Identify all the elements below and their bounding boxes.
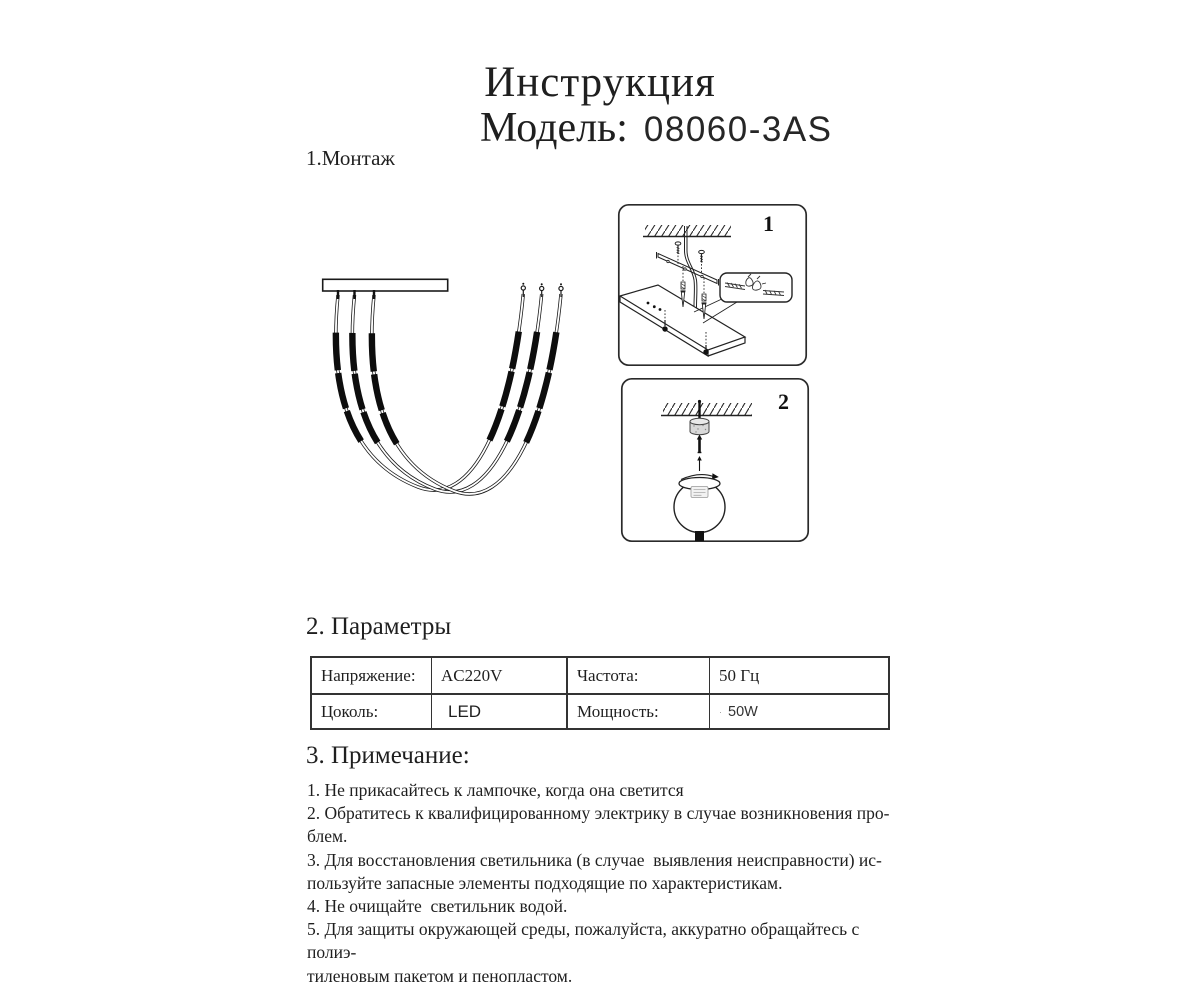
cable-hooks xyxy=(521,283,563,297)
table-cell-frequency-label: Частота: xyxy=(568,658,710,695)
note-line: 1. Не прикасайтесь к лампочке, когда она светится xyxy=(307,780,684,800)
note-line: тиленовым пакетом и пенопластом. xyxy=(307,965,573,986)
globe-stem xyxy=(695,531,704,541)
table-cell-frequency-value: 50 Гц xyxy=(710,658,888,695)
table-cell-power-value: · 50W xyxy=(719,703,758,720)
model-number: 08060-3AS xyxy=(643,110,833,149)
table-cell-voltage-value: AC220V xyxy=(432,658,568,695)
model-line xyxy=(480,104,833,152)
section-heading-notes: 3. Примечание: xyxy=(306,742,470,769)
note-line: 2. Обратитесь к квалифицированному электрику в случае возникновения про- xyxy=(307,803,890,824)
table-cell-power-label: Мощность: xyxy=(568,695,710,728)
parameters-table xyxy=(310,656,890,730)
led-module xyxy=(691,487,708,498)
table-cell-base-value: LED xyxy=(432,695,568,728)
section-heading-params: 2. Параметры xyxy=(306,613,452,640)
ceiling-bar xyxy=(323,279,448,291)
figure-step2-globe xyxy=(613,370,819,550)
cable-3 xyxy=(372,294,561,494)
section-heading-montage: 1.Монтаж xyxy=(306,146,395,170)
table-cell-base-label: Цоколь: xyxy=(312,695,432,728)
table-cell-voltage-label: Напряжение: xyxy=(312,658,432,695)
socket-cup xyxy=(690,418,709,434)
pendant-lamp-figure xyxy=(280,200,620,540)
wiring-callout xyxy=(720,273,792,302)
power-dot-mark: · xyxy=(719,706,722,717)
note-line: 5. Для защиты окружающей среды, пожалуйста, аккуратно обращайтесь с полиэ- xyxy=(307,919,864,963)
note-line: 4. Не очищайте светильник водой. xyxy=(307,896,568,917)
figure-step1-mounting xyxy=(610,196,816,374)
step2-number: 2 xyxy=(778,389,789,414)
note-line: блем. xyxy=(307,826,348,847)
step1-number: 1 xyxy=(763,211,774,236)
page-title: Инструкция xyxy=(484,59,716,106)
notes-list xyxy=(307,779,907,988)
note-line: 3. Для восстановления светильника (в случае выявления неисправности) ис- xyxy=(307,849,882,870)
model-label: Модель: xyxy=(480,105,628,151)
note-line: пользуйте запасные элементы подходящие по характеристикам. xyxy=(307,872,783,893)
ceiling-hatch-2 xyxy=(661,403,752,416)
